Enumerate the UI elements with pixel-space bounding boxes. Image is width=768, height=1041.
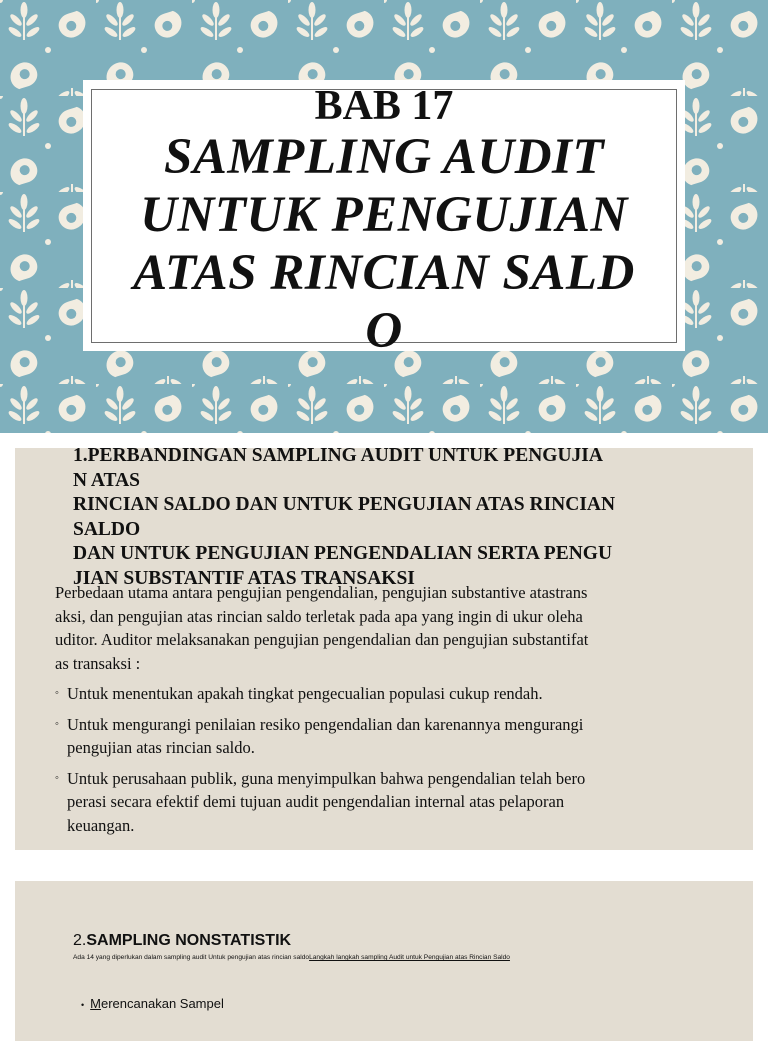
- heading-line: DAN UNTUK PENGUJIAN PENGENDALIAN SERTA PENGU: [73, 543, 613, 564]
- title-slide: [0, 0, 768, 433]
- paragraph-line: uditor. Auditor melaksanakan pengujian pengendalian dan pengujian substantifat: [55, 630, 589, 649]
- paragraph-line: as transaksi :: [55, 653, 141, 673]
- chapter-label: BAB 17: [314, 83, 454, 129]
- intro-paragraph: [55, 581, 705, 675]
- title-frame: [91, 83, 677, 359]
- heading-line: RINCIAN SALDO DAN UNTUK PENGUJIAN ATAS RINCIAN: [73, 494, 616, 515]
- bullet-line: Untuk mengurangi penilaian resiko pengendalian dan karenannya mengurangi: [67, 714, 584, 734]
- bullet-icon: ◦: [55, 771, 59, 784]
- title-card: [83, 80, 685, 359]
- heading-line: 1.PERBANDINGAN SAMPLING AUDIT UNTUK PENGUJIA: [73, 445, 603, 466]
- list-item: [81, 996, 224, 1011]
- description-text: Ada 14 yang diperlukan dalam sampling audit Untuk pengujian atas rincian saldo: [73, 954, 310, 961]
- bullet-line: keuangan.: [67, 815, 135, 835]
- heading-number: 2.: [73, 932, 87, 949]
- heading-line: JIAN SUBSTANTIF ATAS TRANSAKSI: [73, 567, 415, 589]
- title-line: ATAS RINCIAN SALD: [133, 245, 635, 301]
- item-first-letter: M: [90, 996, 101, 1011]
- small-description: [73, 954, 510, 961]
- steps-link[interactable]: Langkah langkah sampling Audit untuk Pengujian atas Rincian Saldo: [309, 954, 510, 961]
- body-text: [55, 581, 705, 837]
- bullet-icon: ◦: [55, 717, 59, 730]
- title-line: UNTUK PENGUJIAN: [140, 187, 628, 243]
- bullet-line: perasi secara efektif demi tujuan audit pengendalian internal atas pelaporan: [67, 792, 565, 811]
- bullet-line: pengujian atas rincian saldo.: [67, 738, 255, 757]
- title-line: O: [365, 303, 403, 359]
- section-heading: [73, 444, 743, 591]
- bullet-item: [55, 767, 705, 838]
- heading-line: SALDO: [73, 518, 141, 540]
- bullet-line: Untuk perusahaan publik, guna menyimpulkan bahwa pengendalian telah bero: [67, 768, 586, 788]
- nonstatistical-sampling-slide: [15, 881, 753, 1041]
- heading-line: N ATAS: [73, 469, 141, 491]
- bullet-item: [55, 713, 705, 760]
- heading-text: SAMPLING NONSTATISTIK: [86, 932, 292, 949]
- title-line: SAMPLING AUDIT: [163, 129, 605, 185]
- slide-title: [92, 128, 676, 360]
- bullet-line: Untuk menentukan apakah tingkat pengecualian populasi cukup rendah.: [67, 684, 543, 703]
- bullet-item: [55, 682, 705, 706]
- section-heading: [73, 932, 291, 950]
- item-text: erencanakan Sampel: [101, 996, 224, 1011]
- bullet-icon: •: [81, 999, 85, 1010]
- comparison-slide: [15, 445, 753, 850]
- bullet-icon: ◦: [55, 687, 59, 699]
- paragraph-line: Perbedaan utama antara pengujian pengendalian, pengujian substantive atastrans: [55, 583, 588, 602]
- paragraph-line: aksi, dan pengujian atas rincian saldo terletak pada apa yang ingin di ukur oleha: [55, 606, 583, 626]
